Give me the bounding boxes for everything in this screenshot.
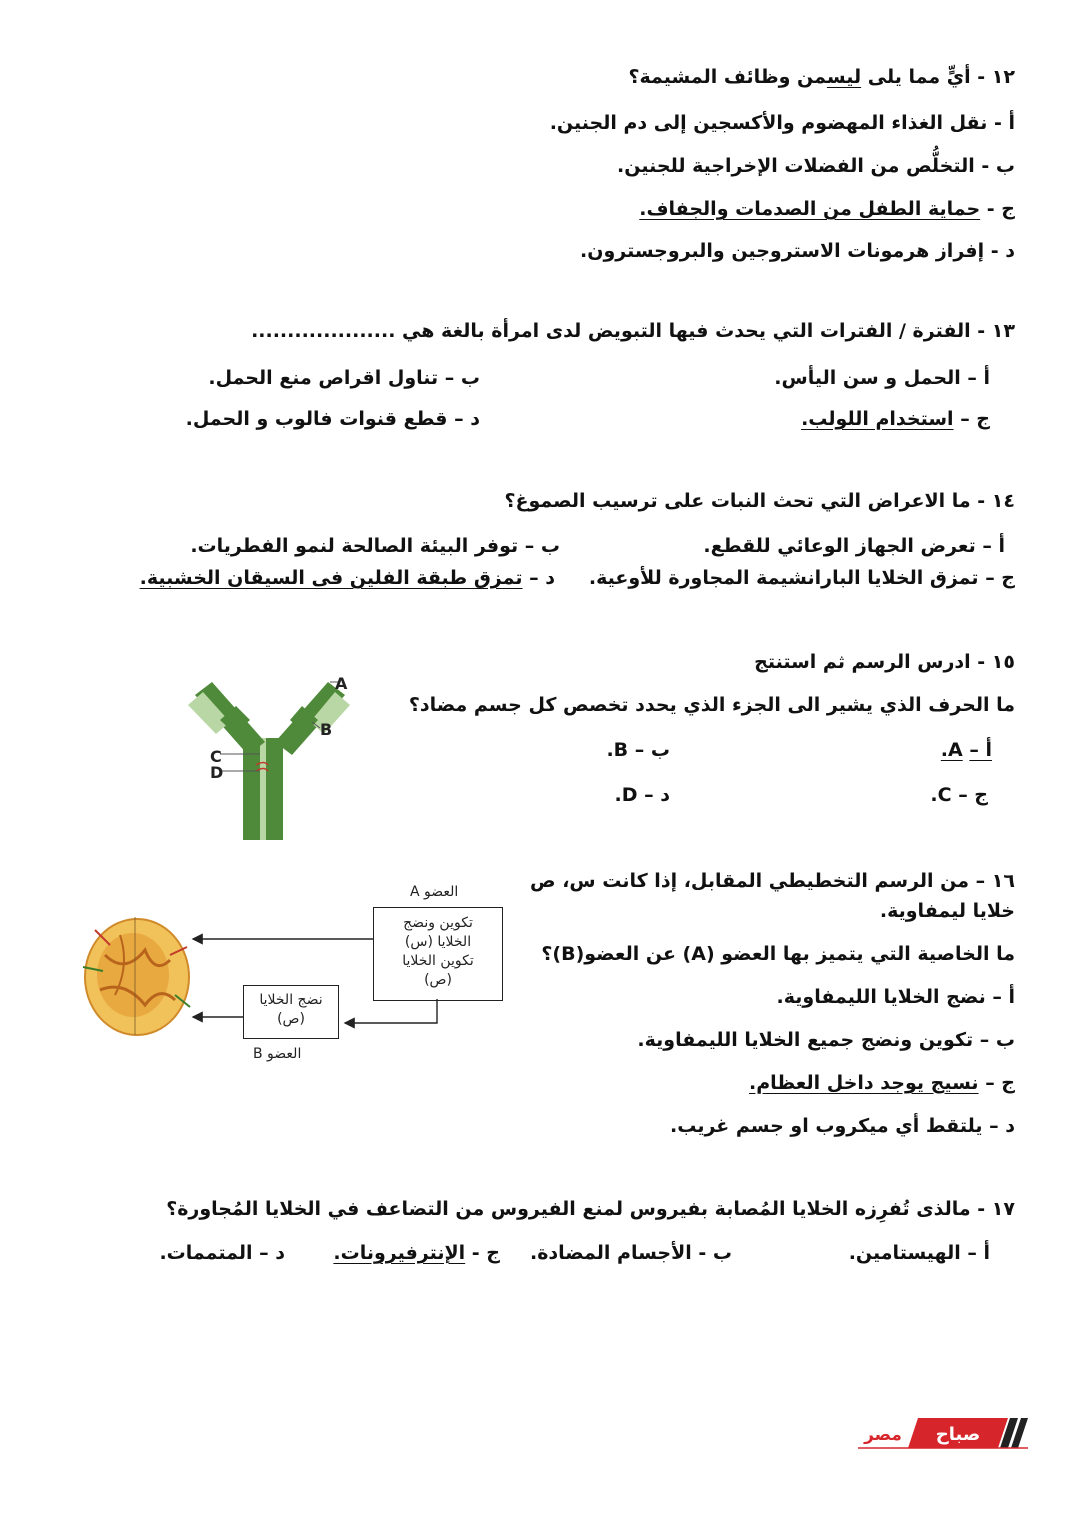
- brand-logo: [858, 1416, 1028, 1450]
- q17-option-c[interactable]: ج - الإنترفيرونات.: [333, 1242, 500, 1264]
- label-c: C: [210, 747, 222, 766]
- q16-stem-line1: ١٦ – من الرسم التخطيطي المقابل، إذا كانت س، ص: [530, 870, 1015, 892]
- q17-option-a[interactable]: أ – الهيستامين.: [848, 1242, 990, 1264]
- logo-text: صباح: [935, 1424, 981, 1445]
- q16-option-b[interactable]: ب – تكوين ونضج جميع الخلايا الليمفاوية.: [637, 1029, 1015, 1051]
- q12-option-d[interactable]: د - إفراز هرمونات الاستروجين والبروجسترون.: [580, 240, 1015, 262]
- q12-stem: ١٢ - أيٍّ مما يلى ليسمن وظائف المشيمة؟: [628, 66, 1015, 88]
- q13-option-d[interactable]: د – قطع قنوات فالوب و الحمل.: [185, 408, 480, 430]
- q13-option-a[interactable]: أ – الحمل و سن اليأس.: [774, 367, 990, 389]
- q16-question: ما الخاصية التي يتميز بها العضو (A) عن العضو(B)؟: [541, 943, 1015, 965]
- q12-option-c[interactable]: ج - حماية الطفل من الصدمات والجفاف.: [639, 198, 1015, 220]
- antibody-diagram: [180, 670, 360, 845]
- q17-option-b[interactable]: ب - الأجسام المضادة.: [529, 1242, 732, 1264]
- q17-option-d[interactable]: د – المتممات.: [159, 1242, 285, 1264]
- organ-a-box: تكوين ونضج الخلايا (س) تكوين الخلايا (ص): [373, 907, 503, 1001]
- q12-number: ١٢ -: [977, 66, 1015, 88]
- q14-option-c[interactable]: ج – تمزق الخلايا البارانشيمة المجاورة للأوعية.: [588, 567, 1015, 589]
- q16-option-d[interactable]: د – يلتقط أي ميكروب او جسم غريب.: [670, 1115, 1015, 1137]
- q14-option-d[interactable]: د – تمزق طبقة الفلين فى السيقان الخشبية.: [139, 567, 555, 589]
- q13-stem: ١٣ - الفترة / الفترات التي يحدث فيها التبويض لدى امرأة بالغة هي ....................: [251, 320, 1015, 342]
- organ-b-box: نضج الخلايا (ص): [243, 985, 339, 1039]
- q12-option-a[interactable]: أ - نقل الغذاء المهضوم والأكسجين إلى دم الجنين.: [549, 112, 1015, 134]
- logo-suffix: مصر: [864, 1425, 902, 1445]
- q15-option-b[interactable]: ب – B.: [606, 739, 670, 761]
- q15-option-d[interactable]: د – D.: [614, 784, 670, 806]
- organ-a-label: العضو A: [410, 884, 459, 900]
- q17-stem: ١٧ - مالذى تُفرِزه الخلايا المُصابة بفيروس لمنع الفيروس من التضاعف في الخلايا المُجاورة؟: [166, 1198, 1015, 1220]
- q15-question: ما الحرف الذي يشير الى الجزء الذي يحدد تخصص كل جسم مضاد؟: [408, 694, 1015, 716]
- q14-option-b[interactable]: ب – توفر البيئة الصالحة لنمو الفطريات.: [190, 535, 560, 557]
- q12-option-b[interactable]: ب - التخلُّص من الفضلات الإخراجية للجنين.: [617, 155, 1015, 177]
- lymph-node-image: [83, 917, 190, 1035]
- label-d: D: [210, 763, 224, 782]
- q13-option-b[interactable]: ب – تناول اقراص منع الحمل.: [208, 367, 480, 389]
- q14-option-a[interactable]: أ – تعرض الجهاز الوعائي للقطع.: [703, 535, 1005, 557]
- q14-stem: ١٤ - ما الاعراض التي تحث النبات على ترسيب الصموغ؟: [504, 490, 1015, 512]
- label-a: A: [335, 674, 348, 693]
- label-b: B: [320, 720, 333, 739]
- organ-b-label: العضو B: [253, 1046, 302, 1062]
- q15-option-a[interactable]: أ – A.: [940, 739, 992, 761]
- q13-option-c[interactable]: ج – استخدام اللولب.: [801, 408, 990, 430]
- q16-stem-line2: خلايا ليمفاوية.: [879, 900, 1015, 922]
- q15-option-c[interactable]: ج – C.: [930, 784, 988, 806]
- q16-option-a[interactable]: أ – نضج الخلايا الليمفاوية.: [776, 986, 1015, 1008]
- q15-stem: ١٥ - ادرس الرسم ثم استنتج: [754, 651, 1015, 673]
- schematic-arrows: [75, 895, 535, 1045]
- q16-option-c[interactable]: ج – نسيج يوجد داخل العظام.: [749, 1072, 1015, 1094]
- antibody-left-arm: [188, 682, 265, 755]
